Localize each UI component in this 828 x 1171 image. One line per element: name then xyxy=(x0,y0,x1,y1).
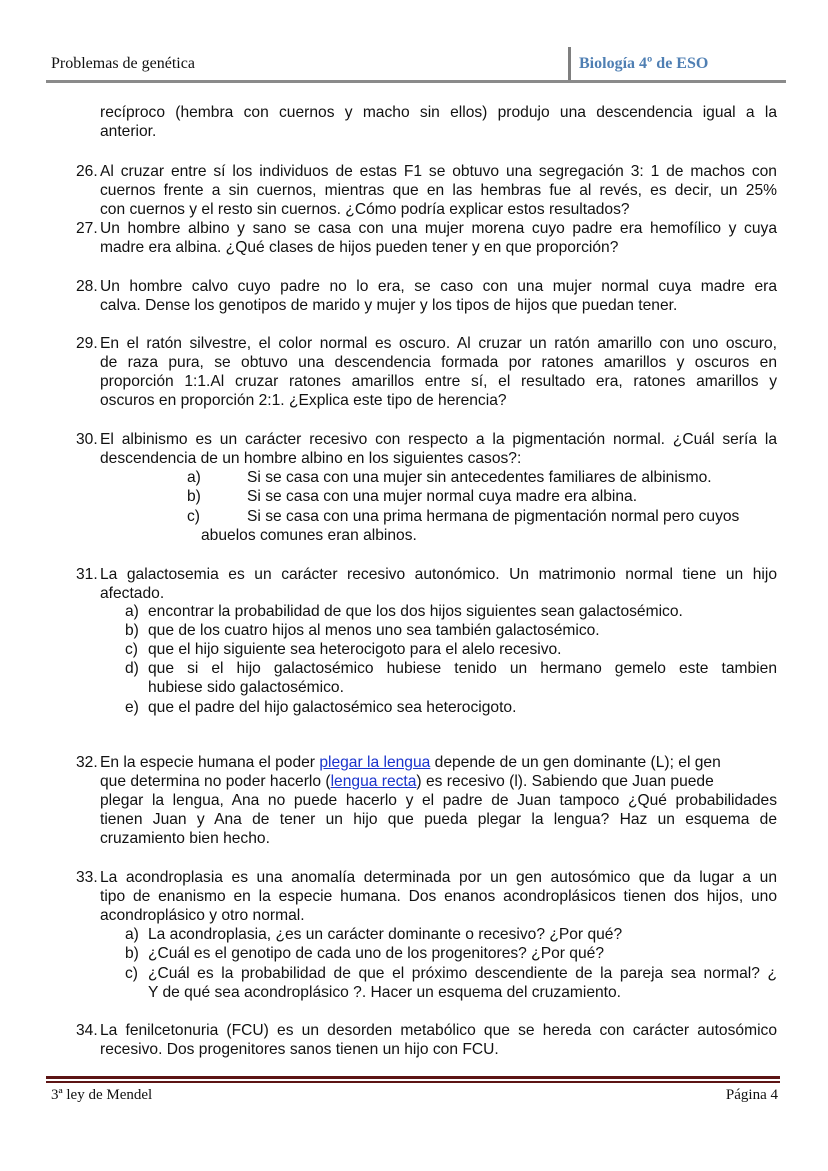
problem-number: 31. xyxy=(76,566,98,583)
item-letter: c) xyxy=(125,965,138,982)
item-text: La acondroplasia, ¿es un carácter dominante o recesivo? ¿Por qué? xyxy=(148,926,623,943)
problem-number: 32. xyxy=(76,754,98,771)
problem-number: 30. xyxy=(76,431,98,448)
problem-number: 26. xyxy=(76,163,98,180)
problem-line: Un hombre calvo cuyo padre no lo era, se caso con una mujer normal cuya madre era xyxy=(100,278,777,295)
item-letter: b) xyxy=(125,945,139,962)
page-header xyxy=(0,0,828,90)
header-title: Problemas de genética xyxy=(51,55,195,72)
problem-line xyxy=(100,753,721,772)
problem-line: La galactosemia es un carácter recesivo autonómico. Un matrimonio normal tiene un hijo xyxy=(100,566,777,583)
item-text: ¿Cuál es la probabilidad de que el próximo descendiente de la pareja sea normal? ¿ xyxy=(148,965,777,982)
problem-line: Al cruzar entre sí los individuos de estas F1 se obtuvo una segregación 3: 1 de machos con xyxy=(100,163,777,180)
problem-line: de raza pura, se obtuvo una descendencia formada por ratones amarillos y oscuros en xyxy=(100,354,777,371)
footer-title: 3ª ley de Mendel xyxy=(51,1087,153,1103)
problem-line xyxy=(100,772,714,791)
text-run: En la especie humana el poder xyxy=(100,754,320,771)
link-plegar-la-lengua[interactable]: plegar la lengua xyxy=(319,754,431,771)
item-text: Si se casa con una mujer normal cuya madre era albina. xyxy=(247,488,638,505)
text-run: ) es recesivo (l). Sabiendo que Juan puede xyxy=(416,773,714,790)
header-rule xyxy=(46,80,786,83)
problem-line: Un hombre albino y sano se casa con una mujer morena cuyo padre era hemofílico y cuya xyxy=(100,220,777,237)
problem-line: El albinismo es un carácter recesivo con respecto a la pigmentación normal. ¿Cuál sería la xyxy=(100,431,777,448)
item-letter: a) xyxy=(125,603,139,620)
item-letter: a) xyxy=(187,469,201,486)
item-letter: c) xyxy=(125,641,138,658)
header-separator xyxy=(568,47,571,81)
page-number: Página 4 xyxy=(725,1087,778,1103)
text-run: depende de un gen dominante (L); el gen xyxy=(430,754,721,771)
problem-line: recesivo. Dos progenitores sanos tienen un hijo con FCU. xyxy=(100,1041,499,1058)
item-text: encontrar la probabilidad de que los dos hijos siguientes sean galactosémico. xyxy=(148,603,683,620)
problem-line: con cuernos y el resto sin cuernos. ¿Cómo podría explicar estos resultados? xyxy=(100,201,630,218)
item-text: Si se casa con una mujer sin antecedentes familiares de albinismo. xyxy=(247,469,712,486)
item-letter: e) xyxy=(125,699,139,716)
item-letter: a) xyxy=(125,926,139,943)
item-text: que si el hijo galactosémico hubiese tenido un hermano gemelo este tambien xyxy=(148,660,777,677)
item-text: Si se casa con una prima hermana de pigmentación normal pero cuyos xyxy=(247,508,740,525)
problem-line: madre era albina. ¿Qué clases de hijos pueden tener y en que proporción? xyxy=(100,239,619,256)
problem-line: tipo de enanismo en la especie humana. Dos enanos acondroplásicos tienen dos hijos, uno xyxy=(100,888,777,905)
continuation-line: anterior. xyxy=(100,123,157,140)
problem-line: acondroplásico y otro normal. xyxy=(100,907,305,924)
item-text-continuation: abuelos comunes eran albinos. xyxy=(201,527,417,544)
item-text: que el padre del hijo galactosémico sea heterocigoto. xyxy=(148,699,517,716)
item-letter: b) xyxy=(125,622,139,639)
problem-line: cuernos frente a sin cuernos, mientras que en las hembras fue al revés, es decir, un 25% xyxy=(100,182,777,199)
item-text-continuation: hubiese sido galactosémico. xyxy=(148,679,344,696)
continuation-line: recíproco (hembra con cuernos y macho sin ellos) produjo una descendencia igual a la xyxy=(100,104,777,121)
problem-line: En el ratón silvestre, el color normal es oscuro. Al cruzar un ratón amarillo con uno oscuro, xyxy=(100,335,777,352)
footer-rule xyxy=(46,1081,780,1083)
item-text: ¿Cuál es el genotipo de cada uno de los progenitores? ¿Por qué? xyxy=(148,945,604,962)
problem-number: 27. xyxy=(76,220,98,237)
item-text: que el hijo siguiente sea heterocigoto para el alelo recesivo. xyxy=(148,641,562,658)
item-text-continuation: Y de qué sea acondroplásico ?. Hacer un esquema del cruzamiento. xyxy=(148,984,622,1001)
problem-line: La acondroplasia es una anomalía determinada por un gen autosómico que da lugar a un xyxy=(100,869,777,886)
link-lengua-recta[interactable]: lengua recta xyxy=(330,773,417,790)
problem-number: 34. xyxy=(76,1022,98,1039)
problem-line: plegar la lengua, Ana no puede hacerlo y el padre de Juan tampoco ¿Qué probabilidades xyxy=(100,792,777,809)
item-letter: c) xyxy=(187,508,200,525)
problem-line: afectado. xyxy=(100,585,165,602)
item-letter: b) xyxy=(187,488,201,505)
item-text: que de los cuatro hijos al menos uno sea también galactosémico. xyxy=(148,622,600,639)
text-run: que determina no poder hacerlo ( xyxy=(100,773,331,790)
problem-number: 29. xyxy=(76,335,98,352)
problem-line: cruzamiento bien hecho. xyxy=(100,830,270,847)
problem-line: descendencia de un hombre albino en los siguientes casos?: xyxy=(100,450,522,467)
problem-line: calva. Dense los genotipos de marido y mujer y los tipos de hijos que puedan tener. xyxy=(100,297,678,314)
problem-number: 33. xyxy=(76,869,98,886)
problem-line: La fenilcetonuria (FCU) es un desorden metabólico que se hereda con carácter autosómico xyxy=(100,1022,777,1039)
problem-line: oscuros en proporción 2:1. ¿Explica este tipo de herencia? xyxy=(100,392,507,409)
problem-line: proporción 1:1.Al cruzar ratones amarillos entre sí, el resultado era, ratones amarillos y xyxy=(100,373,777,390)
header-subject: Biología 4º de ESO xyxy=(579,55,709,72)
problem-number: 28. xyxy=(76,278,98,295)
problem-line: tienen Juan y Ana de tener un hijo que pueda plegar la lengua? Haz un esquema de xyxy=(100,811,777,828)
footer-rule xyxy=(46,1076,780,1079)
item-letter: d) xyxy=(125,660,139,677)
